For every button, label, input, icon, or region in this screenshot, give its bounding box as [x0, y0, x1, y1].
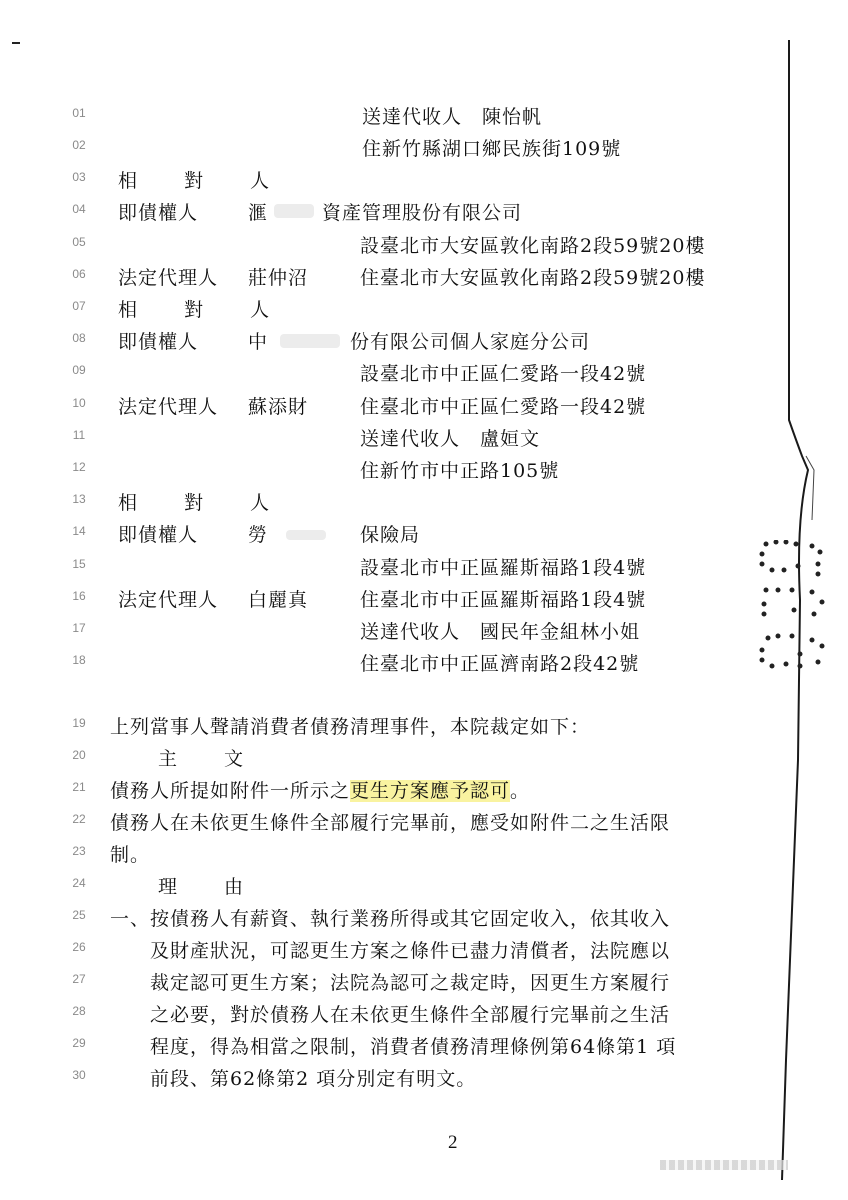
section-heading-reasons: 理 由 [158, 876, 258, 898]
line-number: 16 [72, 589, 86, 603]
binder-holes [756, 540, 826, 680]
line-number: 04 [72, 202, 86, 216]
line-number: 21 [72, 780, 86, 794]
line-number: 26 [72, 940, 86, 954]
address-line: 住臺北市大安區敦化南路2段59號20樓 [360, 267, 706, 289]
line-number: 19 [72, 716, 86, 730]
line-number: 22 [72, 812, 86, 826]
line-number: 10 [72, 396, 86, 410]
party-name-fragment: 中 [248, 331, 269, 353]
line-number: 25 [72, 908, 86, 922]
line-number: 15 [72, 557, 86, 571]
address-line: 設臺北市中正區羅斯福路1段4號 [360, 557, 647, 579]
party-title: 即債權人 [118, 331, 199, 353]
line-number: 20 [72, 748, 86, 762]
line-number: 13 [72, 492, 86, 506]
redaction-smudge [280, 334, 340, 348]
line-number: 07 [72, 299, 86, 313]
line-number: 30 [72, 1068, 86, 1082]
representative-name: 莊仲沼 [248, 267, 309, 289]
line-number: 01 [72, 106, 86, 120]
line-number: 06 [72, 267, 86, 281]
line-number: 12 [72, 460, 86, 474]
party-name: 資產管理股份有限公司 [322, 202, 523, 224]
party-role-heading: 相 對 人 [118, 492, 284, 514]
party-name-fragment: 勞 [248, 524, 269, 546]
ruling-intro: 上列當事人聲請消費者債務清理事件，本院裁定如下： [110, 716, 591, 738]
representative-title: 法定代理人 [118, 589, 219, 611]
line-number: 27 [72, 972, 86, 986]
reason-line: 裁定認可更生方案；法院為認可之裁定時，因更生方案履行 [150, 972, 671, 994]
reason-line: 及財產狀況，可認更生方案之條件已盡力清償者，法院應以 [150, 940, 671, 962]
address-line: 住新竹縣湖口鄉民族街109號 [362, 138, 622, 160]
reason-line: 程度，得為相當之限制，消費者債務清理條例第64條第1 項 [150, 1036, 677, 1058]
line-number: 23 [72, 844, 86, 858]
party-role-heading: 相 對 人 [118, 170, 284, 192]
party-name-fragment: 滙 [248, 202, 269, 224]
line-number: 14 [72, 524, 86, 538]
footer-stamp [660, 1160, 788, 1170]
line-number: 18 [72, 653, 86, 667]
reason-line: 按債務人有薪資、執行業務所得或其它固定收入，依其收入 [150, 908, 671, 930]
service-agent-line: 送達代收人 盧姮文 [360, 428, 541, 450]
party-name: 份有限公司個人家庭分公司 [350, 331, 591, 353]
party-title: 即債權人 [118, 524, 199, 546]
reason-line: 前段、第62條第2 項分別定有明文。 [150, 1068, 477, 1090]
line-number: 05 [72, 235, 86, 249]
redaction-smudge [274, 204, 314, 218]
redaction-smudge [286, 530, 326, 540]
ruling-line: 債務人在未依更生條件全部履行完畢前，應受如附件二之生活限 [110, 812, 671, 834]
ruling-text: 債務人所提如附件一所示之 [110, 780, 351, 802]
reason-line: 之必要，對於債務人在未依更生條件全部履行完畢前之生活 [150, 1004, 671, 1026]
line-number: 11 [72, 428, 86, 442]
page-number: 2 [448, 1132, 458, 1153]
ruling-text-end: 。 [510, 780, 531, 802]
party-name: 保險局 [360, 524, 421, 546]
line-number: 28 [72, 1004, 86, 1018]
list-marker: 一、 [110, 908, 151, 930]
line-number: 09 [72, 363, 86, 377]
line-number: 08 [72, 331, 86, 345]
representative-name: 蘇添財 [248, 396, 309, 418]
address-line: 住臺北市中正區仁愛路一段42號 [360, 396, 647, 418]
address-line: 住臺北市中正區羅斯福路1段4號 [360, 589, 647, 611]
representative-title: 法定代理人 [118, 267, 219, 289]
line-number: 29 [72, 1036, 86, 1050]
representative-title: 法定代理人 [118, 396, 219, 418]
representative-name: 白麗真 [248, 589, 309, 611]
address-line: 住臺北市中正區濟南路2段42號 [360, 653, 640, 675]
address-line: 設臺北市大安區敦化南路2段59號20樓 [360, 235, 706, 257]
address-line: 住新竹市中正路105號 [360, 460, 560, 482]
party-title: 即債權人 [118, 202, 199, 224]
address-line: 設臺北市中正區仁愛路一段42號 [360, 363, 647, 385]
line-number: 02 [72, 138, 86, 152]
section-heading-main-text: 主 文 [158, 748, 258, 770]
line-number: 17 [72, 621, 86, 635]
service-agent-line: 送達代收人 國民年金組林小姐 [360, 621, 641, 643]
ruling-line: 制。 [110, 844, 151, 866]
highlighted-ruling-text: 更生方案應予認可 [350, 780, 511, 802]
ruling-line [110, 776, 530, 803]
service-agent-line: 送達代收人 陳怡帆 [362, 106, 543, 128]
line-number: 03 [72, 170, 86, 184]
party-role-heading: 相 對 人 [118, 299, 284, 321]
line-number: 24 [72, 876, 86, 890]
